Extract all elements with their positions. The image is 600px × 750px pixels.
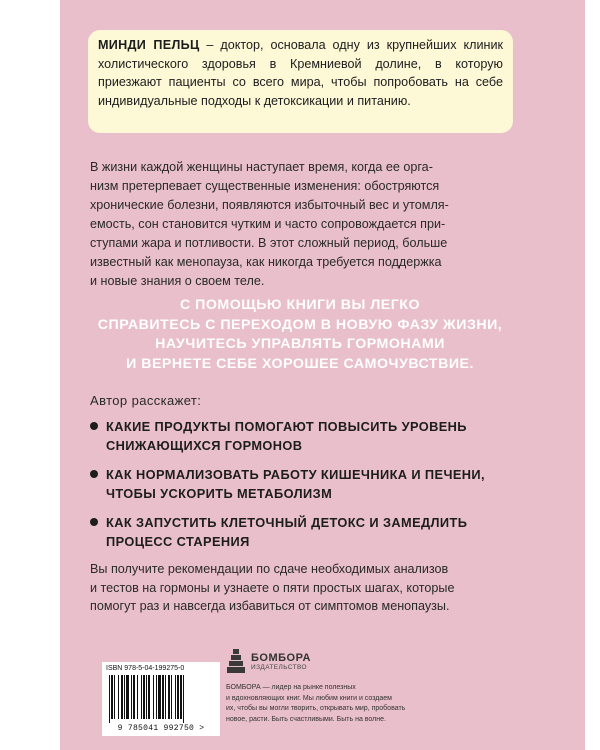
barcode-bar [183,675,184,723]
barcode-bar [146,675,147,719]
barcode-bar [111,675,113,719]
barcode-bar [137,675,138,719]
intro-line: ступами жара и потливости. В этот сложный период, больше [90,236,448,250]
publisher-desc-line: и вдохновляющих книг. Мы любим книги и создаем [226,694,392,702]
barcode-bar [171,675,172,719]
outro-line: и тестов на гормоны и узнаете о пяти простых шагах, которые [90,580,455,595]
barcode-bar [121,675,123,719]
closing-paragraph [90,560,508,616]
publisher-subtitle: ИЗДАТЕЛЬСТВО [251,663,307,671]
publisher-description [226,683,426,725]
highlight-line: С ПОМОЩЬЮ КНИГИ ВЫ ЛЕГКО [179,297,421,313]
author-bio-text: – доктор, основала одну из крупнейших клиник холистического здоровья в Кремниевой долине, в которую приезжают пациенты со всего мира, чтобы попробовать на себе индивидуальные подходы к детоксикации и питанию. [98,38,503,108]
bullet-line: ПРОЦЕСС СТАРЕНИЯ [106,534,250,549]
barcode-bar [162,675,164,719]
publisher-desc-line: их, чтобы вы могли творить, открывать мир, пробовать [226,705,406,712]
barcode-bar [141,675,142,719]
bombora-logo-icon [226,648,246,674]
barcode-box [102,662,220,736]
barcode-bar [156,675,157,719]
barcode-bar [148,675,150,719]
publisher-name: БОМБОРА [251,651,311,664]
highlight-line: И ВЕРНЕТЕ СЕБЕ ХОРОШЕЕ САМОЧУВСТВИЕ. [126,355,474,372]
author-name: МИНДИ ПЕЛЬЦ [98,38,200,52]
highlight-line: НАУЧИТЕСЬ УПРАВЛЯТЬ ГОРМОНАМИ [155,336,445,352]
bullet-line: КАК НОРМАЛИЗОВАТЬ РАБОТУ КИШЕЧНИКА И ПЕЧЕНИ, [106,467,485,482]
barcode-bar [143,675,145,719]
intro-line: и новые знания о своем теле. [90,274,265,288]
bullet-line: ЧТОБЫ УСКОРИТЬ МЕТАБОЛИЗМ [106,486,333,501]
barcode-icon [107,675,215,723]
highlight-line: СПРАВИТЕСЬ С ПЕРЕХОДОМ В НОВУЮ ФАЗУ ЖИЗНИ, [97,316,503,333]
list-item [90,465,520,503]
barcode-bar [168,675,170,719]
publisher-logo-block [226,648,311,674]
publisher-text [251,652,311,671]
barcode-bar [124,675,125,719]
bullet-line: СНИЖАЮЩИХСЯ ГОРМОНОВ [106,438,303,453]
intro-line: низм претерпевает существенные изменения: обостряются [90,179,440,193]
intro-line: известный как менопауза, как никогда требуется поддержка [90,255,442,269]
highlight-block [80,296,520,374]
barcode-bar [131,675,132,719]
bullet-line: КАК ЗАПУСТИТЬ КЛЕТОЧНЫЙ ДЕТОКС И ЗАМЕДЛИТЬ [106,515,468,530]
list-item [90,513,520,551]
bullet-line: КАКИЕ ПРОДУКТЫ ПОМОГАЮТ ПОВЫСИТЬ УРОВЕНЬ [106,419,467,434]
back-cover [60,0,585,750]
barcode-bar [114,675,115,719]
author-bio-box [88,30,513,133]
bullet-icon [90,470,98,478]
outro-line: помогут раз и навсегда избавиться от симптомов менопаузы. [90,599,450,614]
barcode-bar [165,675,166,719]
publisher-desc-line: БОМБОРА — лидер на рынке полезных [226,684,356,691]
intro-paragraph [90,158,508,291]
isbn-text: ISBN 978-5-04-199275-0 [106,665,185,672]
intro-line: хронические болезни, появляются избыточный вес и утомля- [90,198,449,212]
bullet-list [90,417,520,561]
author-label: Автор расскажет: [90,393,202,408]
barcode-bar [118,675,119,719]
barcode-bar [175,675,176,719]
barcode-bar [126,675,129,719]
list-item [90,417,520,455]
publisher-desc-line: новое, расти. Быть счастливыми. Быть на волне. [226,715,386,723]
barcode-bar [133,675,135,719]
barcode-bar [158,675,161,719]
barcode-digits: 9 785041 992750 > [117,724,205,733]
bullet-icon [90,518,98,526]
outro-line: Вы получите рекомендации по сдаче необходимых анализов [90,562,449,576]
barcode-bar [109,675,110,723]
intro-line: емость, сон становится чутким и часто сопровождается при- [90,217,446,231]
barcode-bar [180,675,182,719]
barcode-bar [153,675,154,719]
intro-line: В жизни каждой женщины наступает время, когда ее орга- [90,160,433,174]
bullet-icon [90,422,98,430]
barcode-bar [177,675,179,719]
